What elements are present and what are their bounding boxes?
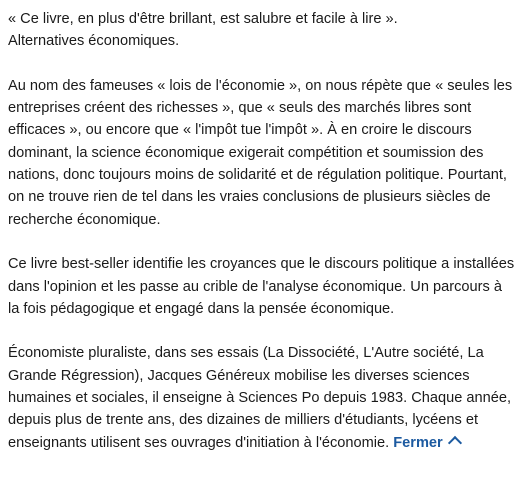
text-line: depuis plus de trente ans, des dizaines de milliers d'étudiants, lycéens et bbox=[8, 412, 479, 429]
text-line: entreprises créent des richesses », que « seuls des marchés libres sont bbox=[8, 100, 472, 117]
text-line: Grande Régression), Jacques Généreux mobilise les diverses sciences bbox=[8, 367, 470, 384]
intro-paragraph bbox=[8, 75, 520, 231]
close-label: Fermer bbox=[393, 434, 443, 451]
summary-paragraph bbox=[8, 253, 520, 320]
text-line: humaines et sociales, il enseigne à Sciences Po depuis 1983. Chaque année, bbox=[8, 390, 512, 407]
text-line: recherche économique. bbox=[8, 211, 161, 228]
text-line: Au nom des fameuses « lois de l'économie », on nous répète que « seules les bbox=[8, 77, 513, 94]
last-line bbox=[8, 432, 520, 454]
text-line: dans l'opinion et les passe au crible de l'analyse économique. Un parcours à bbox=[8, 278, 502, 295]
text-line: efficaces », ou encore que « l'impôt tue l'impôt ». À en croire le discours bbox=[8, 122, 472, 139]
close-description-link[interactable] bbox=[393, 435, 459, 451]
quote-line: « Ce livre, en plus d'être brillant, est salubre et facile à lire ». bbox=[8, 11, 398, 27]
book-description bbox=[8, 8, 520, 476]
text-line: nations, donc toujours moins de solidarité et de régulation politique. Pourtant, bbox=[8, 167, 507, 184]
chevron-up-icon bbox=[448, 436, 462, 450]
text-line: enseignants utilisent ses ouvrages d'initiation à l'économie. bbox=[8, 434, 390, 451]
press-quote bbox=[8, 8, 520, 53]
author-paragraph bbox=[8, 342, 520, 453]
quote-source: Alternatives économiques. bbox=[8, 33, 180, 50]
text-line: Économiste pluraliste, dans ses essais (La Dissociété, L'Autre société, La bbox=[8, 345, 484, 362]
text-line: on ne trouve rien de tel dans les vraies conclusions de plusieurs siècles de bbox=[8, 189, 491, 206]
text-line: Ce livre best-seller identifie les croyances que le discours politique a installées bbox=[8, 256, 515, 273]
text-line: la fois pédagogique et engagé dans la pensée économique. bbox=[8, 300, 395, 317]
text-line: dominant, la science économique exigerait compétition et soumission des bbox=[8, 144, 484, 161]
